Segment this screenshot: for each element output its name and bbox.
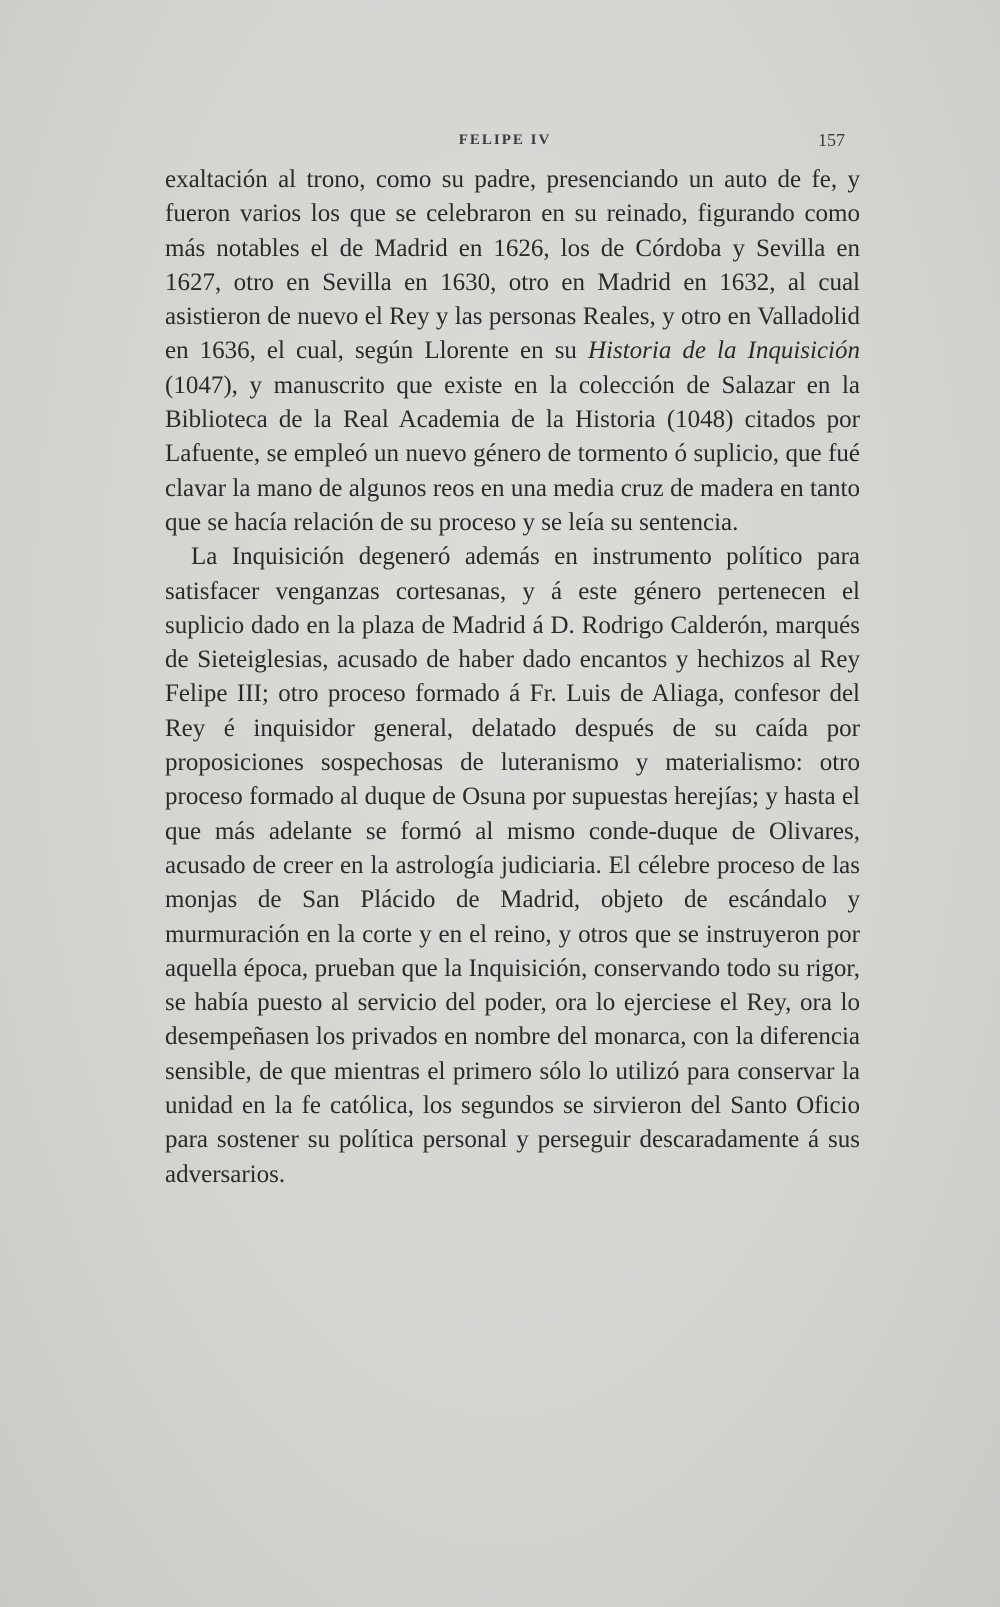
body-text (165, 163, 860, 1192)
page-number: 157 (818, 130, 845, 150)
running-title: FELIPE IV (458, 132, 552, 148)
paragraph-1 (165, 163, 860, 540)
paragraph-1-text-end: (1047), y manuscrito que existe en la colección de Salazar en la Biblioteca de la Real Academia de la Historia (1048) citados por Lafuente, se empleó un nuevo género de tormento ó suplicio, que fué clavar la mano de algunos reos en una media cruz de madera en tanto que se hacía relación de su proceso y se leía su sentencia. (165, 371, 860, 536)
running-head (165, 132, 845, 156)
paragraph-2: La Inquisición degeneró además en instrumento político para satisfacer venganzas cortesanas, y á este género pertenecen el suplicio dado en la plaza de Madrid á D. Rodrigo Calderón, marqués de Sieteiglesias, acusado de haber dado encantos y hechizos al Rey Felipe III; otro proceso formado á Fr. Luis de Aliaga, confesor del Rey é inquisidor general, delatado después de su caída por proposiciones sospechosas de luteranismo y materialismo: otro proceso formado al duque de Osuna por supuestas herejías; y hasta el que más adelante se formó al mismo conde-duque de Olivares, acusado de creer en la astrología judiciaria. El célebre proceso de las monjas de San Plácido de Madrid, objeto de escándalo y murmuración en la corte y en el reino, y otros que se instruyeron por aquella época, prueban que la Inquisición, conservando todo su rigor, se había puesto al servicio del poder, ora lo ejerciese el Rey, ora lo desempeñasen los privados en nombre del monarca, con la diferencia sensible, de que mientras el primero sólo lo utilizó para conservar la unidad en la fe católica, los segundos se sirvieron del Santo Oficio para sostener su política personal y perseguir descaradamente á sus adversarios. (165, 543, 860, 1188)
book-title-italic: Historia de la Inquisición (587, 337, 861, 365)
paragraph-1-text-start: exaltación al trono, como su padre, presenciando un auto de fe, y fueron varios los que se celebraron en su reinado, figurando como más notables el de Madrid en 1626, los de Córdoba y Sevilla en 1627, otro en Sevilla en 1630, otro en Madrid en 1632, al cual asistieron de nuevo el Rey y las personas Reales, y otro en Valladolid en 1636, el cual, según Llorente en su (165, 166, 860, 365)
